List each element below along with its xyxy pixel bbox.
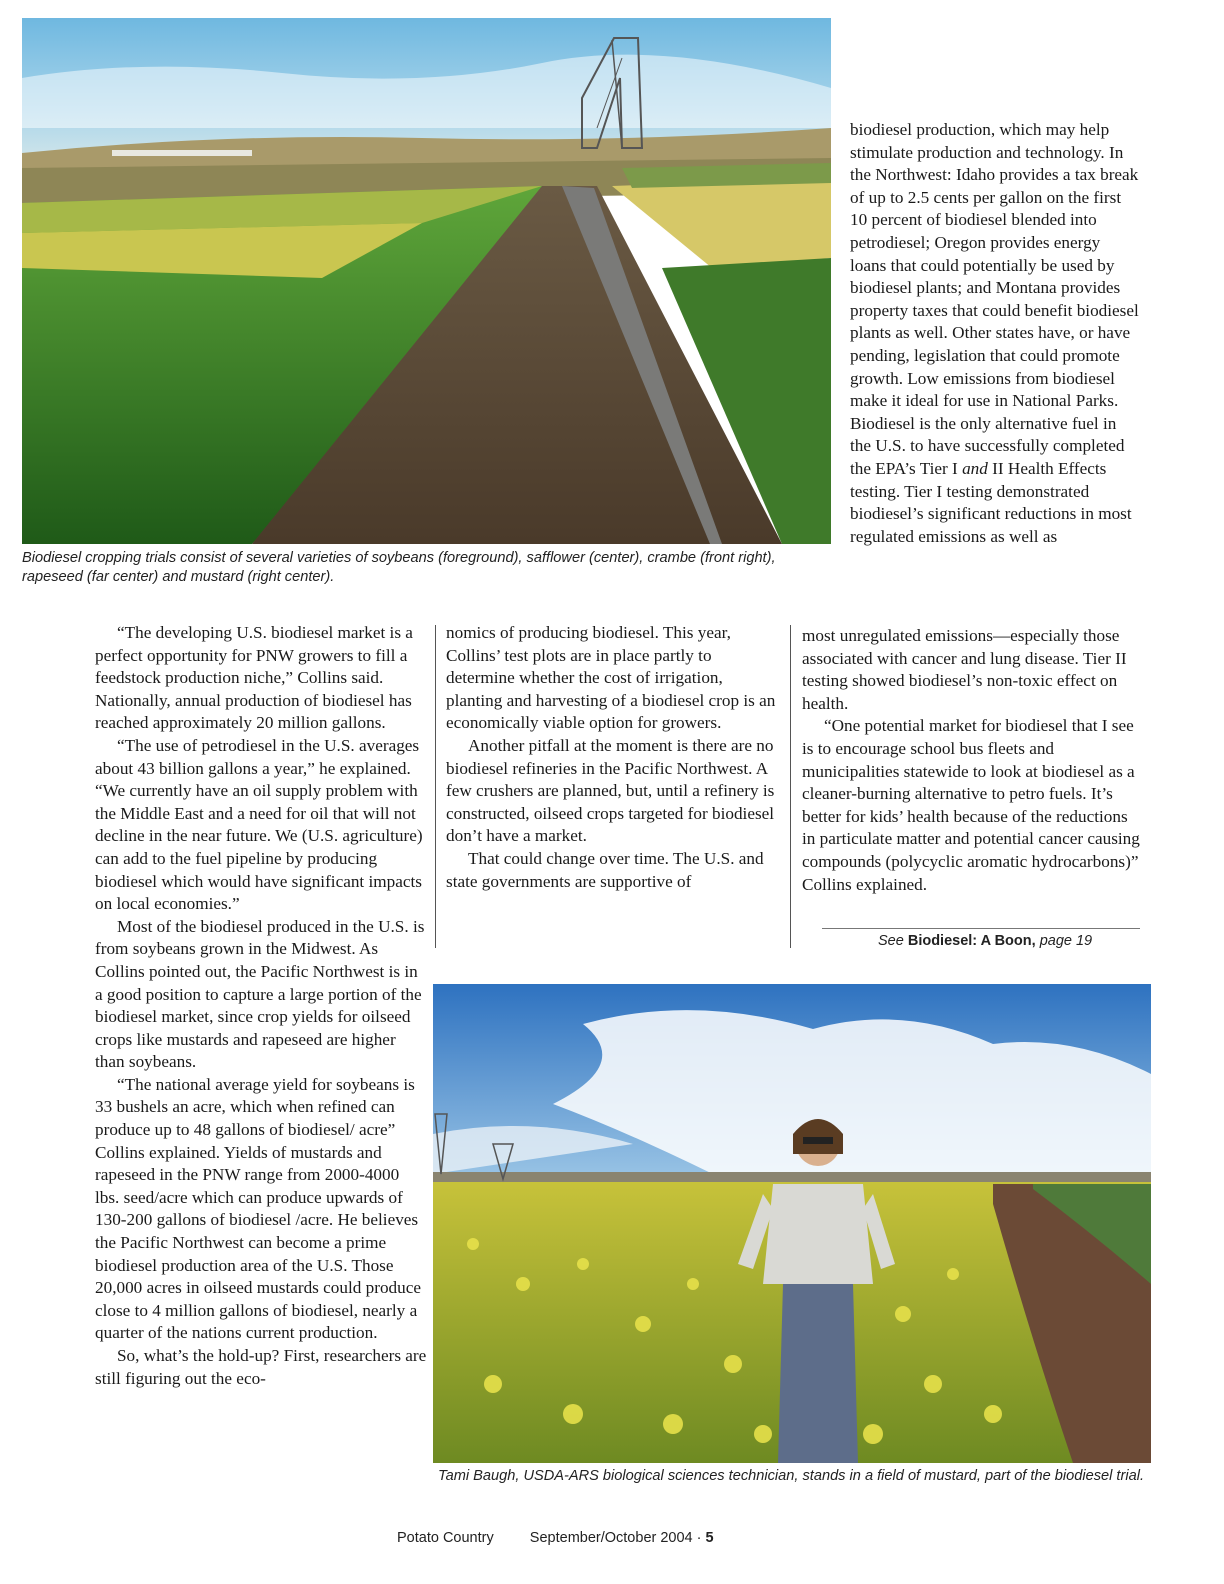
publication-name: Potato Country: [397, 1530, 494, 1546]
paragraph: “The national average yield for soybeans is 33 bushels an acre, which when refined can produce up to 48 gallons of biodiesel/ acre” Collins explained. Yields of mustards and rapeseed in the PNW range from 2000-4000 lbs. seed/acre which can produce upwards of 130-200 gallons of biodiesel /acre. He believes the Pacific Northwest can become a prime biodiesel production area of the U.S. Those 20,000 acres in oilseed mustards could produce close to 4 million gallons of biodiesel, nearly a quarter of the nations current production.: [95, 1074, 422, 1343]
see-label: See: [878, 933, 904, 949]
paragraph: Another pitfall at the moment is there are no biodiesel refineries in the Pacific Northwest. A few crushers are planned, but, until a refinery is constructed, oilseed crops targeted for biodiesel don’t have a market.: [446, 735, 775, 846]
article-column-1: [95, 622, 427, 1390]
photo-bottom-caption: Tami Baugh, USDA-ARS biological sciences technician, stands in a field of mustard, part of the biodiesel trial.: [438, 1468, 1144, 1484]
paragraph: That could change over time. The U.S. and state governments are supportive of: [446, 848, 764, 891]
paragraph: “The use of petrodiesel in the U.S. averages about 43 billion gallons a year,” he explained. “We currently have an oil supply problem with the Middle East and a need for oil that will not decline in the near future. We (U.S. agriculture) can add to the fuel pipeline by producing biodiesel which would have significant impacts on local economies.”: [95, 735, 423, 914]
article-column-3: [802, 625, 1142, 896]
paragraph: nomics of producing biodiesel. This year, Collins’ test plots are in place partly to determine whether the cost of irrigation, planting and harvesting of a biodiesel crop is an economically viable option for growers.: [446, 623, 776, 733]
article-column-2: [446, 622, 782, 893]
paragraph: most unregulated emissions—especially those associated with cancer and lung disease. Tier II testing showed biodiesel’s non-toxic effect on health.: [802, 626, 1127, 713]
article-column-3-top: [850, 119, 1140, 548]
continued-target: Biodiesel: A Boon,: [907, 933, 1036, 949]
paragraph-text: biodiesel production, which may help stimulate production and technology. In the Northwest: Idaho provides a tax break of up to 2.5 cents per gallon on the first 10 percent of biodiesel blended into petrodiesel; Oregon provides energy loans that could potentially be used by biodiesel plants; and Montana provides property taxes that could benefit biodiesel plants as well. Other states have, or have pending, legislation that could promote growth. Low emissions from biodiesel make it ideal for use in National Parks. Biodiesel is the only alternative fuel in the U.S. to have successfully completed the EPA’s Tier I: [850, 120, 1139, 478]
emphasis: and: [962, 458, 988, 478]
photo-top-caption: Biodiesel cropping trials consist of several varieties of soybeans (foreground), safflower (center), crambe (front right), rapeseed (far center) and mustard (right center).: [22, 550, 776, 585]
photo-mustard-field: [433, 984, 1151, 1463]
paragraph-text: II Health Effects testing. Tier I testing demonstrated biodiesel’s significant reductions in most regulated emissions as well as: [850, 458, 1132, 546]
paragraph: So, what’s the hold-up? First, researchers are still figuring out the eco-: [95, 1346, 427, 1388]
column-rule: [435, 625, 436, 948]
page-footer: [397, 1530, 714, 1546]
paragraph: “The developing U.S. biodiesel market is a perfect opportunity for PNW growers to fill a feedstock production niche,” Collins said. Nationally, annual production of biodiesel has reached approximately 20 million gallons.: [95, 623, 413, 733]
page-number: 5: [705, 1530, 714, 1546]
continued-rule: [822, 928, 1140, 929]
column-rule: [790, 625, 791, 948]
continued-page: page 19: [1039, 933, 1093, 949]
paragraph: [850, 119, 1140, 548]
issue-date: September/October 2004: [529, 1530, 693, 1546]
continued-line: [878, 933, 1092, 949]
paragraph: Most of the biodiesel produced in the U.S. is from soybeans grown in the Midwest. As Collins pointed out, the Pacific Northwest is in a good position to capture a large portion of the biodiesel market, since crop yields for oilseed crops like mustards and rapeseed are higher than soybeans.: [95, 916, 425, 1072]
photo-cropping-trials: [22, 18, 831, 544]
paragraph: “One potential market for biodiesel that I see is to encourage school bus fleets and municipalities statewide to look at biodiesel as a cleaner-burning alternative to petro fuels. It’s better for kids’ health because of the reductions in particulate matter and potential cancer causing compounds (polycyclic aromatic hydrocarbons)” Collins explained.: [802, 716, 1140, 894]
footer-separator: ·: [696, 1530, 702, 1546]
